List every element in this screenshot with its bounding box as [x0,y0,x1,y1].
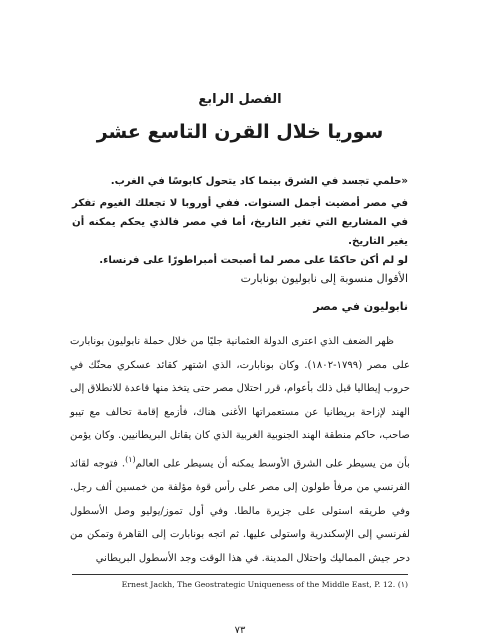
epigraph [72,172,408,270]
body-text [70,330,410,570]
page-number: ٧٣ [234,625,246,636]
epigraph-line-1: «حلمي تجسد في الشرق بينما كاد يتحول كابوسًا في الغرب. [110,176,408,187]
chapter-label: الفصل الرابع [198,92,282,107]
footnote-divider [72,574,408,575]
epigraph-line-3: لو لم أكن حاكمًا على مصر لما أصبحت أمبراطورًا على فرنساء. [99,255,408,266]
body-text-part-2: . فتوجه لقائد الفرنسي من مرفأ طولون إلى مصر على رأس قوة مؤلفة من خمسين ألف رجل. وفي طريقه استولى على جزيرة مالطا. وفي أول تموز/يوليو وصل الأسطول لفرنسي إلى الإسكندرية واستولى عليها. ثم اتجه بونابارت إلى القاهرة وتمكن من دحر جيش المماليك واحتلال المدينة. في هذا الوقت وجد الأسطول البريطاني [70,458,410,564]
footnote: Ernest Jackh, The Geostrategic Uniqueness of the Middle East, P. 12. (١) [121,580,408,589]
body-paragraph [70,330,410,570]
epigraph-line-2: في مصر أمضيت أجمل السنوات. ففي أوروبا لا تجعلك الغيوم تفكر في المشاريع التي تغير التاريخ، أما في مصر فالذي يحكم يمكنه أن يغير التاريخ. [72,198,408,247]
footnote-marker[interactable]: (١) [125,454,136,464]
epigraph-attribution: الأقوال منسوبة إلى نابوليون بونابارت [240,272,408,285]
body-text-part-1: ظهر الضعف الذي اعترى الدولة العثمانية جليًا من خلال حملة نابوليون بونابارت على مصر (١٧٩٩-١٨٠٢). وكان بونابارت، الذي اشتهر كقائد عسكري محنّك في حروب إيطاليا قبل ذلك بأعوام، قرر احتلال مصر حتى يتخذ منها قاعدة للانطلاق إلى الهند لإزاحة بريطانيا عن مستعمراتها الأغنى هناك، فأزمع إقامة تحالف مع تيبو صاحب، حاكم منطقة الهند الجنوبية الغربية الذي كان يقاتل البريطانيين. وكان يؤمن بأن من يسيطر على الشرق الأوسط يمكنه أن يسيطر على العالم [70,336,410,470]
chapter-title: سوريا خلال القرن التاسع عشر [96,121,384,143]
section-heading: نابوليون في مصر [313,300,408,313]
